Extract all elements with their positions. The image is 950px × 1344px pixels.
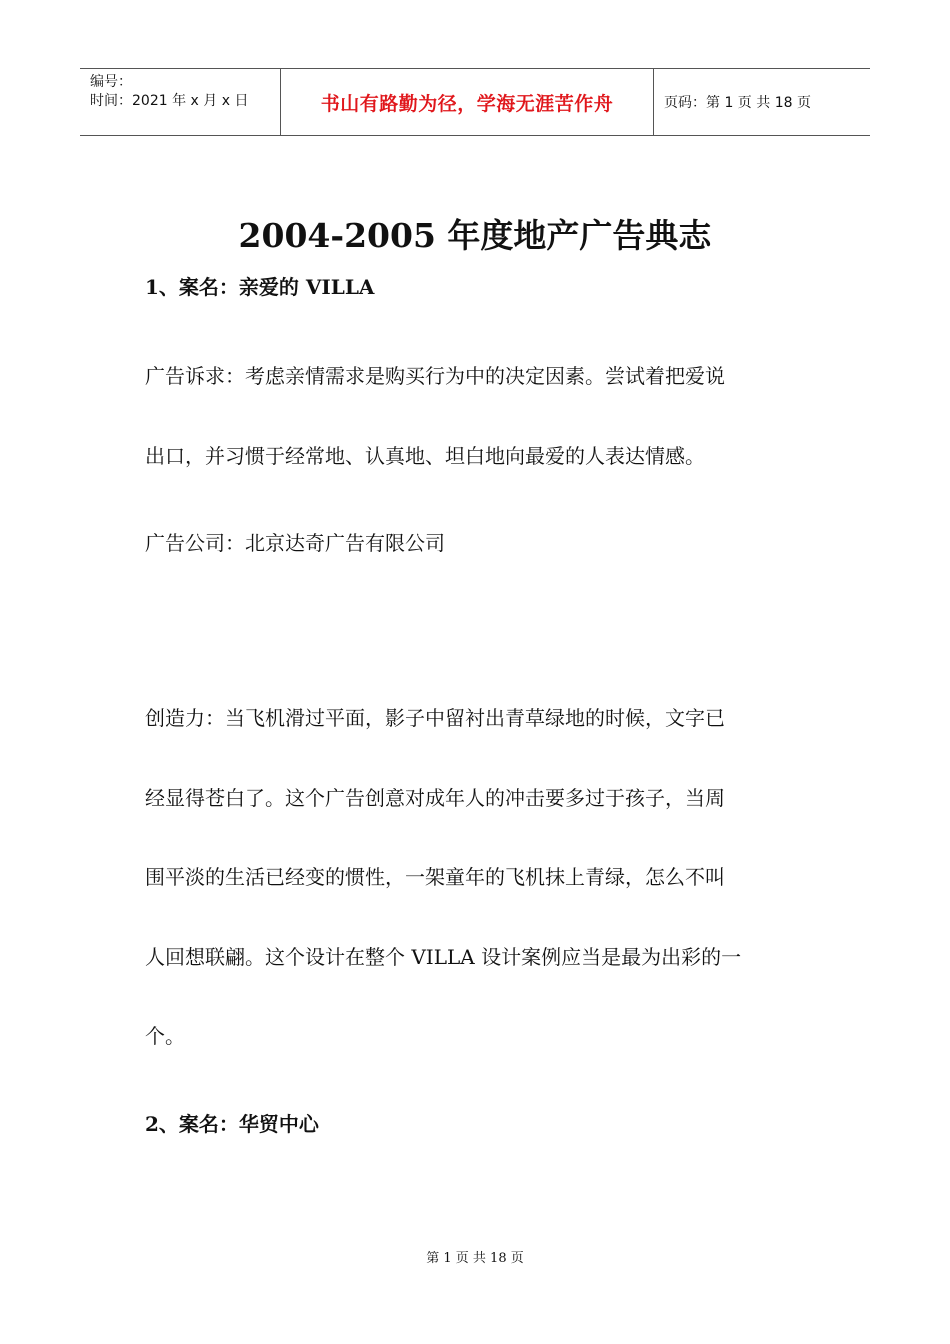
section-2-heading: 2、案名：华贸中心 (145, 1112, 319, 1136)
section-1-heading: 1、案名：亲爱的 VILLA (145, 275, 375, 299)
document-title: 2004-2005 年度地产广告典志 (238, 216, 712, 255)
section-1-creativity-line-2: 经显得苍白了。这个广告创意对成年人的冲击要多过于孩子，当周 (145, 786, 725, 810)
section-1-creativity-line-3: 围平淡的生活已经变的惯性，一架童年的飞机抹上青绿，怎么不叫 (145, 865, 725, 889)
section-1-appeal-line-1: 广告诉求：考虑亲情需求是购买行为中的决定因素。尝试着把爱说 (145, 364, 725, 388)
header-page-cell (654, 69, 870, 135)
header-motto-cell (281, 69, 654, 135)
header-table (80, 68, 870, 136)
header-meta-cell (80, 69, 281, 135)
date-label: 时间：2021 年 x 月 x 日 (90, 93, 249, 109)
motto-text: 书山有路勤为径，学海无涯苦作舟 (320, 92, 614, 115)
section-1-creativity-line-1: 创造力：当飞机滑过平面，影子中留衬出青草绿地的时候，文字已 (145, 706, 725, 730)
page-label: 页码：第 1 页 共 18 页 (664, 95, 811, 111)
section-1-creativity-line-5: 个。 (145, 1024, 185, 1048)
section-1-agency: 广告公司：北京达奇广告有限公司 (145, 531, 445, 555)
section-1-appeal-line-2: 出口，并习惯于经常地、认真地、坦白地向最爱的人表达情感。 (145, 444, 705, 468)
section-1-creativity-line-4: 人回想联翩。这个设计在整个 VILLA 设计案例应当是最为出彩的一 (145, 945, 742, 969)
serial-label: 编号： (90, 74, 132, 90)
page-footer: 第 1 页 共 18 页 (426, 1251, 524, 1266)
